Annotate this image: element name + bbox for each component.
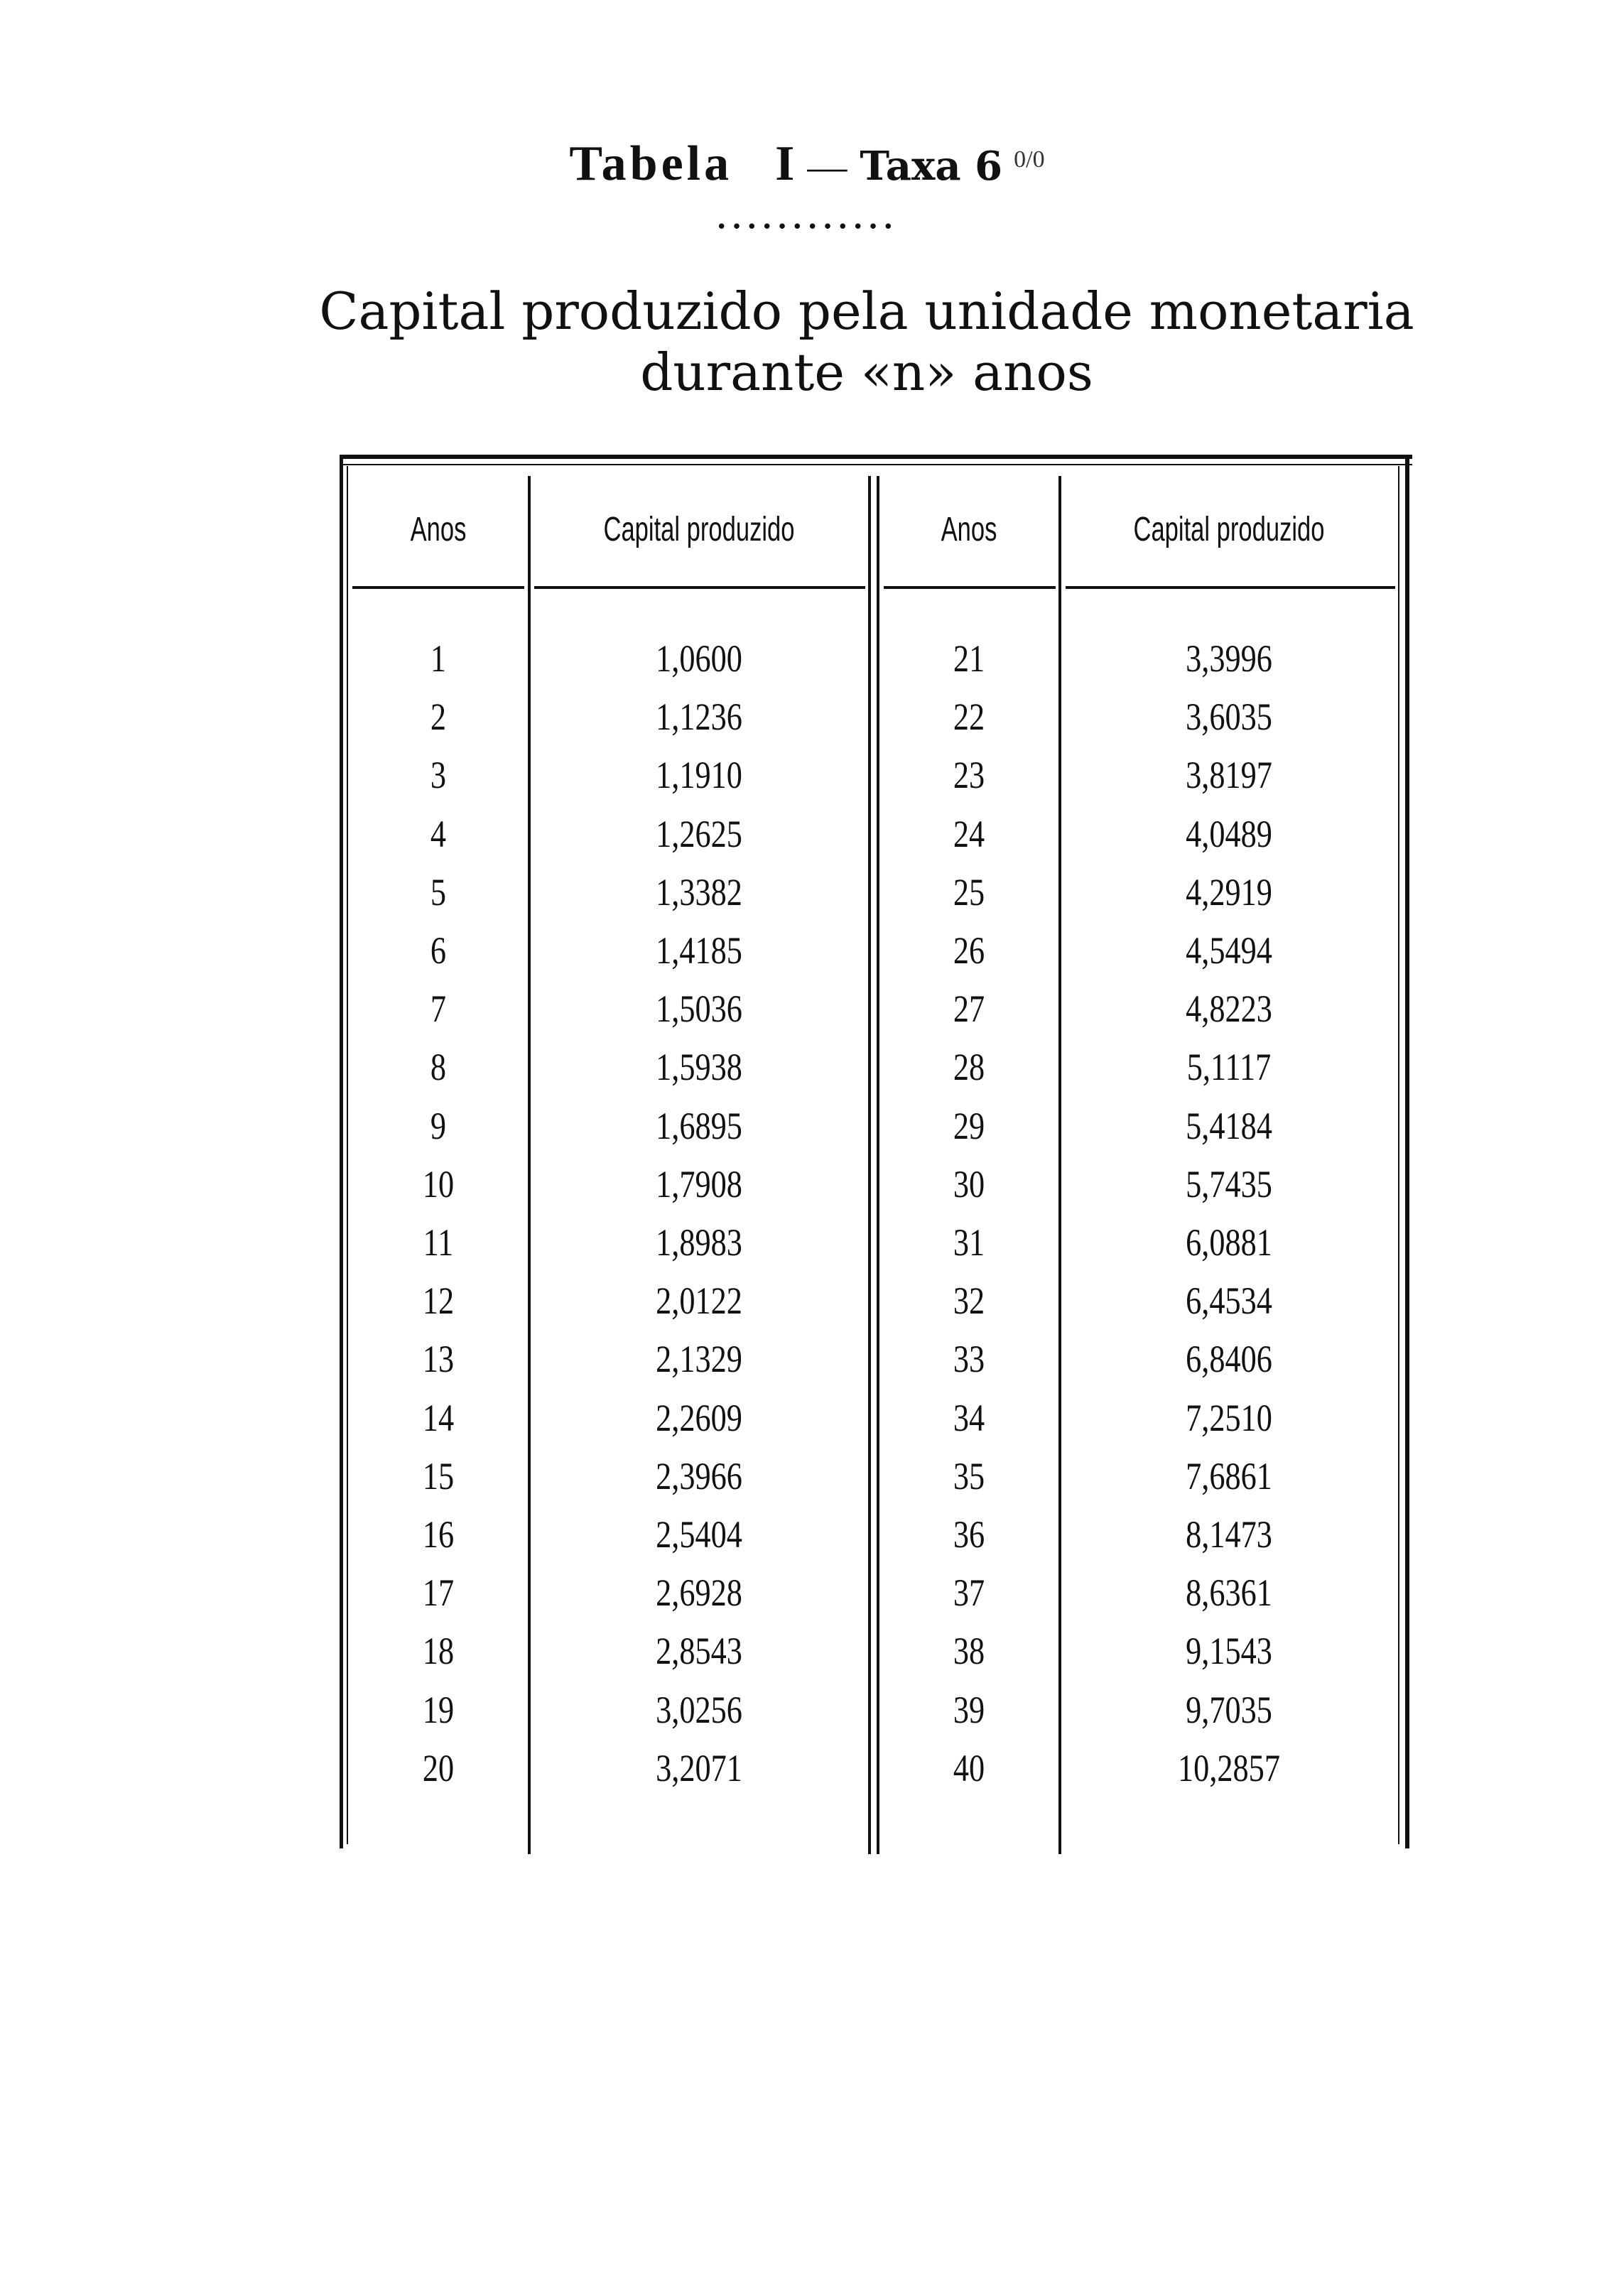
right-capital-cell: 9,7035	[1186, 1689, 1272, 1731]
right-capital-cell: 4,8223	[1186, 987, 1272, 1030]
left-anos-cell: 19	[422, 1689, 455, 1731]
capital-table	[340, 455, 1412, 1854]
left-anos-cell: 10	[422, 1163, 455, 1206]
right-capital-cell: 6,8406	[1186, 1338, 1272, 1380]
table-left-border	[340, 455, 343, 1848]
right-anos-cell: 21	[953, 637, 985, 680]
left-anos-cell: 20	[422, 1747, 455, 1789]
right-capital-cell: 5,1117	[1186, 1046, 1272, 1088]
right-anos-cell: 26	[953, 929, 985, 972]
left-capital-cell: 1,0600	[656, 637, 742, 680]
left-capital-cell: 2,0122	[656, 1279, 742, 1322]
left-capital-cell: 2,6928	[656, 1571, 742, 1614]
left-anos-cell: 6	[430, 929, 447, 972]
left-capital-cell: 2,2609	[656, 1397, 742, 1439]
right-anos-cell: 29	[953, 1105, 985, 1147]
left-anos-cell: 18	[422, 1630, 455, 1672]
right-capital-cell: 3,8197	[1186, 754, 1272, 796]
right-anos-cell: 23	[953, 754, 985, 796]
right-capital-cell: 9,1543	[1186, 1630, 1272, 1672]
left-capital-cell: 3,0256	[656, 1689, 742, 1731]
left-anos-cell: 3	[430, 754, 447, 796]
left-anos-cell: 9	[430, 1105, 447, 1147]
right-anos-cell: 31	[953, 1221, 985, 1264]
subtitle	[256, 281, 1478, 403]
left-anos-cell: 12	[422, 1279, 455, 1322]
column-divider-center-b	[877, 476, 879, 1854]
right-anos-cell: 22	[953, 695, 985, 738]
right-anos-cell: 37	[953, 1571, 985, 1614]
left-capital-cell: 1,8983	[656, 1221, 742, 1264]
page-title	[0, 131, 1614, 195]
right-anos-cell: 32	[953, 1279, 985, 1322]
left-anos-cell: 11	[423, 1221, 454, 1264]
table-right-border-inner	[1398, 466, 1399, 1844]
right-capital-cell: 5,4184	[1186, 1105, 1272, 1147]
left-anos-cell: 14	[422, 1397, 455, 1439]
header-rule-1	[352, 586, 524, 589]
left-capital-cell: 1,6895	[656, 1105, 742, 1147]
table-right-border	[1405, 455, 1409, 1848]
left-capital-cell: 3,2071	[656, 1747, 742, 1789]
right-anos-cell: 38	[953, 1630, 985, 1672]
left-capital-cell: 1,3382	[656, 871, 742, 914]
column-divider-1	[528, 476, 531, 1854]
title-dash: —	[807, 145, 847, 189]
right-anos-cell: 28	[953, 1046, 985, 1088]
right-anos-cell: 25	[953, 871, 985, 914]
right-capital-cell: 4,0489	[1186, 813, 1272, 855]
subtitle-line-2: durante «n» anos	[640, 342, 1093, 402]
left-capital-cell: 1,5036	[656, 987, 742, 1030]
header-rule-4	[1066, 586, 1395, 589]
right-capital-cell: 5,7435	[1186, 1163, 1272, 1206]
column-divider-3	[1058, 476, 1061, 1854]
right-capital-cell: 7,6861	[1186, 1455, 1272, 1498]
left-capital-cell: 1,4185	[656, 929, 742, 972]
right-anos-cell: 27	[953, 987, 985, 1030]
right-anos-cell: 36	[953, 1513, 985, 1556]
header-capital-right: Capital produzido	[1133, 511, 1325, 548]
right-anos-cell: 34	[953, 1397, 985, 1439]
table-top-rule	[340, 455, 1412, 459]
right-anos-cell: 33	[953, 1338, 985, 1380]
title-taxa: Taxa 6	[860, 143, 1003, 190]
table-top-rule-thin	[340, 464, 1412, 465]
left-anos-cell: 17	[422, 1571, 455, 1614]
header-anos-left: Anos	[410, 511, 467, 548]
right-anos-cell: 35	[953, 1455, 985, 1498]
left-anos-cell: 8	[430, 1046, 447, 1088]
left-anos-cell: 5	[430, 871, 447, 914]
left-capital-cell: 2,1329	[656, 1338, 742, 1380]
right-capital-cell: 6,0881	[1186, 1221, 1272, 1264]
right-capital-cell: 3,3996	[1186, 637, 1272, 680]
left-capital-cell: 2,3966	[656, 1455, 742, 1498]
left-capital-cell: 1,7908	[656, 1163, 742, 1206]
right-anos-cell: 40	[953, 1747, 985, 1789]
table-left-border-inner	[347, 466, 348, 1844]
right-capital-cell: 4,5494	[1186, 929, 1272, 972]
left-capital-cell: 1,1236	[656, 695, 742, 738]
right-capital-cell: 3,6035	[1186, 695, 1272, 738]
left-anos-cell: 7	[430, 987, 447, 1030]
right-capital-cell: 4,2919	[1186, 871, 1272, 914]
header-rule-2	[534, 586, 865, 589]
left-capital-cell: 2,8543	[656, 1630, 742, 1672]
header-anos-right: Anos	[941, 511, 997, 548]
right-anos-cell: 30	[953, 1163, 985, 1206]
left-anos-cell: 1	[430, 637, 447, 680]
left-anos-cell: 13	[422, 1338, 455, 1380]
right-capital-cell: 6,4534	[1186, 1279, 1272, 1322]
left-capital-cell: 1,1910	[656, 754, 742, 796]
right-anos-cell: 39	[953, 1689, 985, 1731]
right-capital-cell: 8,1473	[1186, 1513, 1272, 1556]
header-rule-3	[884, 586, 1056, 589]
subtitle-line-1: Capital produzido pela unidade monetaria	[319, 281, 1414, 341]
left-anos-cell: 2	[430, 695, 447, 738]
left-anos-cell: 16	[422, 1513, 455, 1556]
column-divider-center-a	[868, 476, 871, 1854]
right-anos-cell: 24	[953, 813, 985, 855]
title-percent: 0/0	[1014, 146, 1045, 173]
title-numeral: I	[775, 136, 795, 191]
left-capital-cell: 1,5938	[656, 1046, 742, 1088]
left-capital-cell: 2,5404	[656, 1513, 742, 1556]
right-capital-cell: 7,2510	[1186, 1397, 1272, 1439]
right-capital-cell: 10,2857	[1178, 1747, 1280, 1789]
left-capital-cell: 1,2625	[656, 813, 742, 855]
left-anos-cell: 15	[422, 1455, 455, 1498]
dotted-separator: ••••••••••••	[715, 217, 899, 238]
right-capital-cell: 8,6361	[1186, 1571, 1272, 1614]
header-capital-left: Capital produzido	[603, 511, 795, 548]
left-anos-cell: 4	[430, 813, 447, 855]
title-tabela: Tabela	[569, 136, 733, 191]
